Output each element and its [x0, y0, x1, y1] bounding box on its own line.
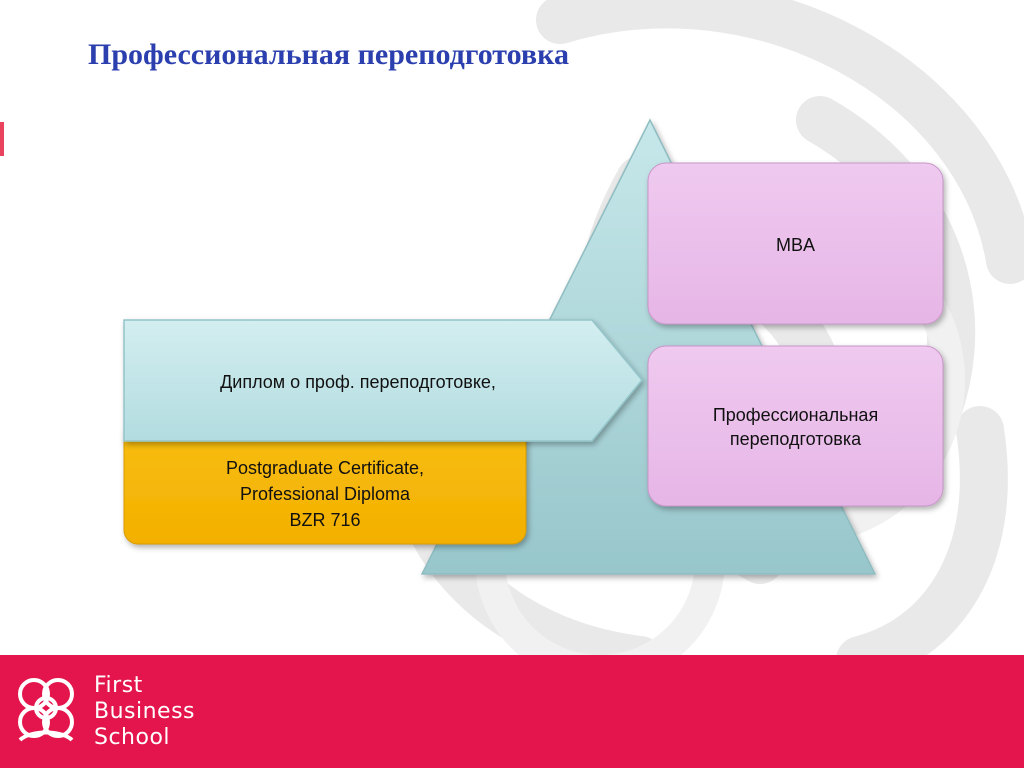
- diploma-label: Диплом о проф. переподготовке,: [220, 372, 496, 392]
- school-logo-icon: [10, 670, 82, 752]
- retraining-label: Профессиональная переподготовка: [712, 405, 879, 449]
- certificate-label: Postgraduate Certificate, Professional Diploma BZR 716: [225, 458, 425, 530]
- mba-label: MBA: [775, 235, 815, 255]
- slide-title: Профессиональная переподготовка: [88, 38, 569, 71]
- school-logo-text: First Business School: [94, 673, 196, 750]
